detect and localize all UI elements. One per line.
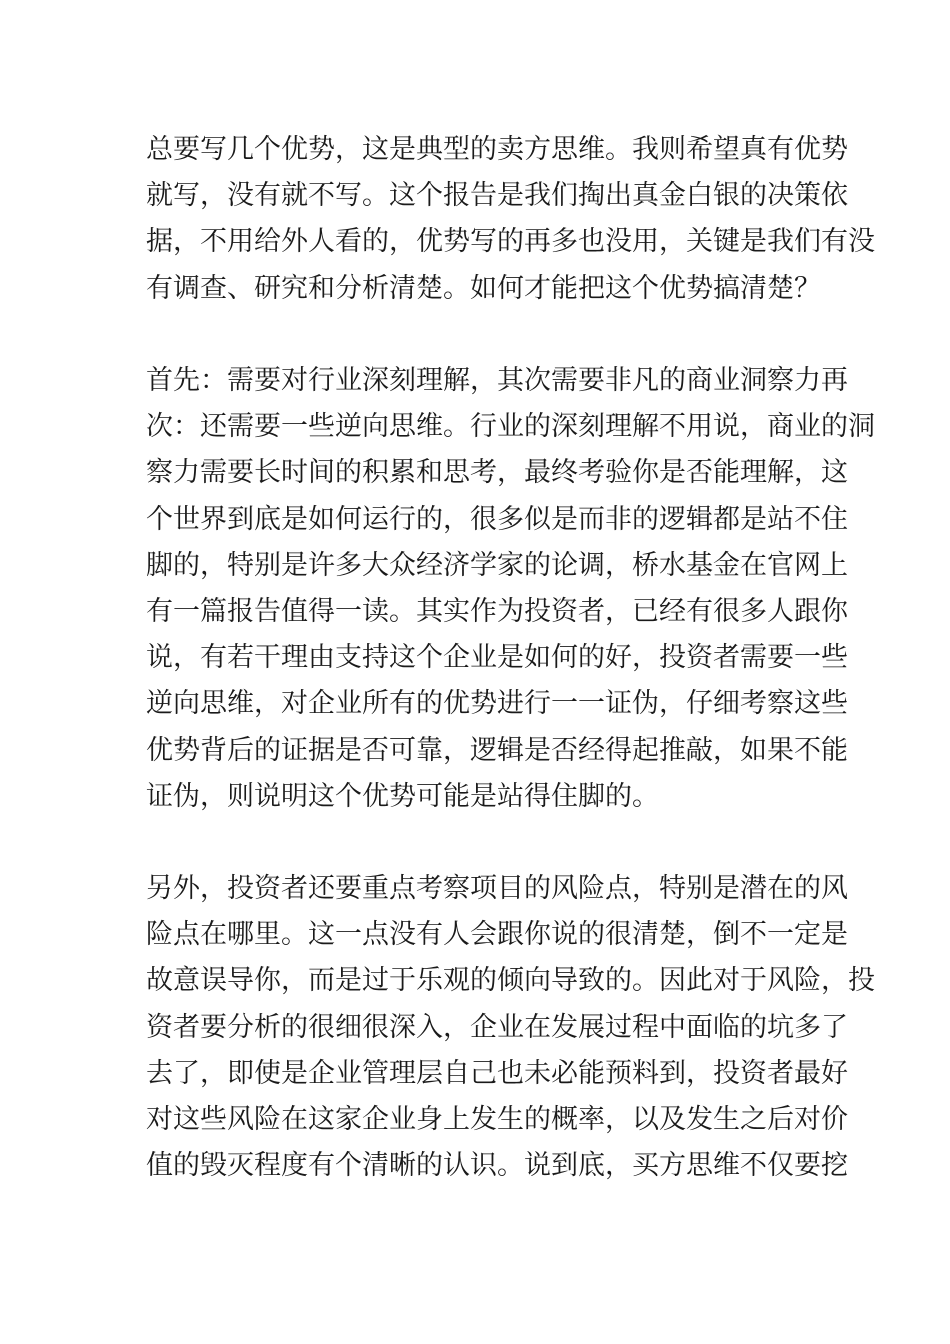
text-line: 证伪，则说明这个优势可能是站得住脚的。 — [146, 780, 659, 812]
text-line: 个世界到底是如何运行的，很多似是而非的逻辑都是站不住 — [146, 503, 848, 535]
text-line: 据，不用给外人看的，优势写的再多也没用，关键是我们有没 — [146, 226, 875, 258]
paragraph-1 — [146, 127, 875, 312]
text-line: 资者要分析的很细很深入，企业在发展过程中面临的坑多了 — [146, 1011, 848, 1043]
text-line: 优势背后的证据是否可靠，逻辑是否经得起推敲，如果不能 — [146, 734, 848, 766]
text-line: 说，有若干理由支持这个企业是如何的好，投资者需要一些 — [146, 642, 848, 674]
text-line: 对这些风险在这家企业身上发生的概率，以及发生之后对价 — [146, 1103, 848, 1135]
text-line: 总要写几个优势，这是典型的卖方思维。我则希望真有优势 — [146, 134, 848, 165]
text-line: 察力需要长时间的积累和思考，最终考验你是否能理解，这 — [146, 457, 848, 489]
text-line: 另外，投资者还要重点考察项目的风险点，特别是潜在的风 — [146, 873, 848, 904]
text-line: 就写，没有就不写。这个报告是我们掏出真金白银的决策依 — [146, 180, 848, 212]
paragraph-3 — [146, 866, 875, 1189]
text-line: 险点在哪里。这一点没有人会跟你说的很清楚，倒不一定是 — [146, 919, 848, 951]
text-line: 脚的，特别是许多大众经济学家的论调，桥水基金在官网上 — [146, 549, 848, 581]
text-line: 次：还需要一些逆向思维。行业的深刻理解不用说，商业的洞 — [146, 411, 875, 443]
text-line: 值的毁灭程度有个清晰的认识。说到底，买方思维不仅要挖 — [146, 1150, 848, 1182]
text-line: 有调查、研究和分析清楚。如何才能把这个优势搞清楚？ — [146, 272, 821, 304]
paragraph-2 — [146, 358, 875, 820]
text-line: 逆向思维，对企业所有的优势进行一一证伪，仔细考察这些 — [146, 688, 848, 720]
text-line: 有一篇报告值得一读。其实作为投资者，已经有很多人跟你 — [146, 595, 848, 627]
text-line: 故意误导你，而是过于乐观的倾向导致的。因此对于风险，投 — [146, 965, 875, 997]
text-line: 首先：需要对行业深刻理解，其次需要非凡的商业洞察力再 — [146, 365, 848, 396]
text-line: 去了，即使是企业管理层自己也未必能预料到，投资者最好 — [146, 1057, 848, 1089]
